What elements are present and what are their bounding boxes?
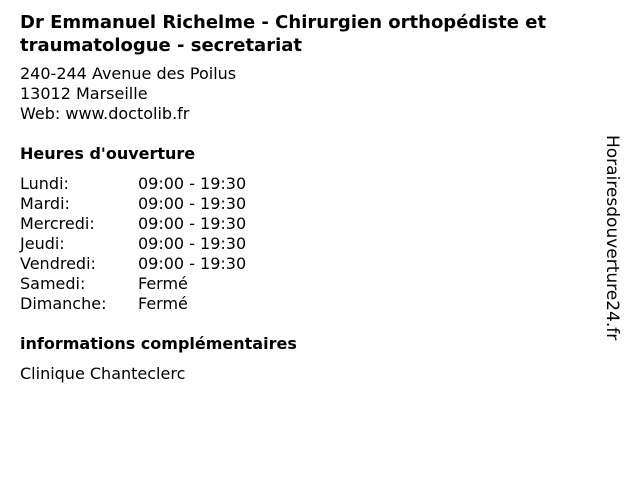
address-city: 13012 Marseille: [20, 84, 148, 103]
hours-day-label: Mardi:: [20, 194, 70, 213]
hours-day-label: Samedi:: [20, 274, 86, 293]
additional-info-text: Clinique Chanteclerc: [20, 364, 186, 383]
address-web: Web: www.doctolib.fr: [20, 104, 190, 123]
address-street: 240-244 Avenue des Poilus: [20, 64, 237, 83]
hours-time-value: 09:00 - 19:30: [138, 254, 247, 273]
hours-day-label: Mercredi:: [20, 214, 95, 233]
hours-day-label: Dimanche:: [20, 294, 107, 313]
site-watermark: Horairesdouverture24.fr: [602, 135, 622, 341]
hours-day-label: Jeudi:: [20, 234, 65, 253]
hours-time-value: 09:00 - 19:30: [138, 194, 247, 213]
hours-day-label: Lundi:: [20, 174, 69, 193]
page-title: Dr Emmanuel Richelme - Chirurgien orthopédiste et traumatologue - secretariat: [20, 12, 547, 56]
additional-info-heading: informations complémentaires: [20, 334, 297, 353]
hours-time-value: 09:00 - 19:30: [138, 214, 247, 233]
hours-time-value: 09:00 - 19:30: [138, 174, 247, 193]
opening-hours-heading: Heures d'ouverture: [20, 144, 196, 163]
hours-time-value: Fermé: [138, 274, 188, 293]
hours-day-label: Vendredi:: [20, 254, 96, 273]
hours-time-value: Fermé: [138, 294, 188, 313]
hours-time-value: 09:00 - 19:30: [138, 234, 247, 253]
address-block: [20, 64, 236, 124]
